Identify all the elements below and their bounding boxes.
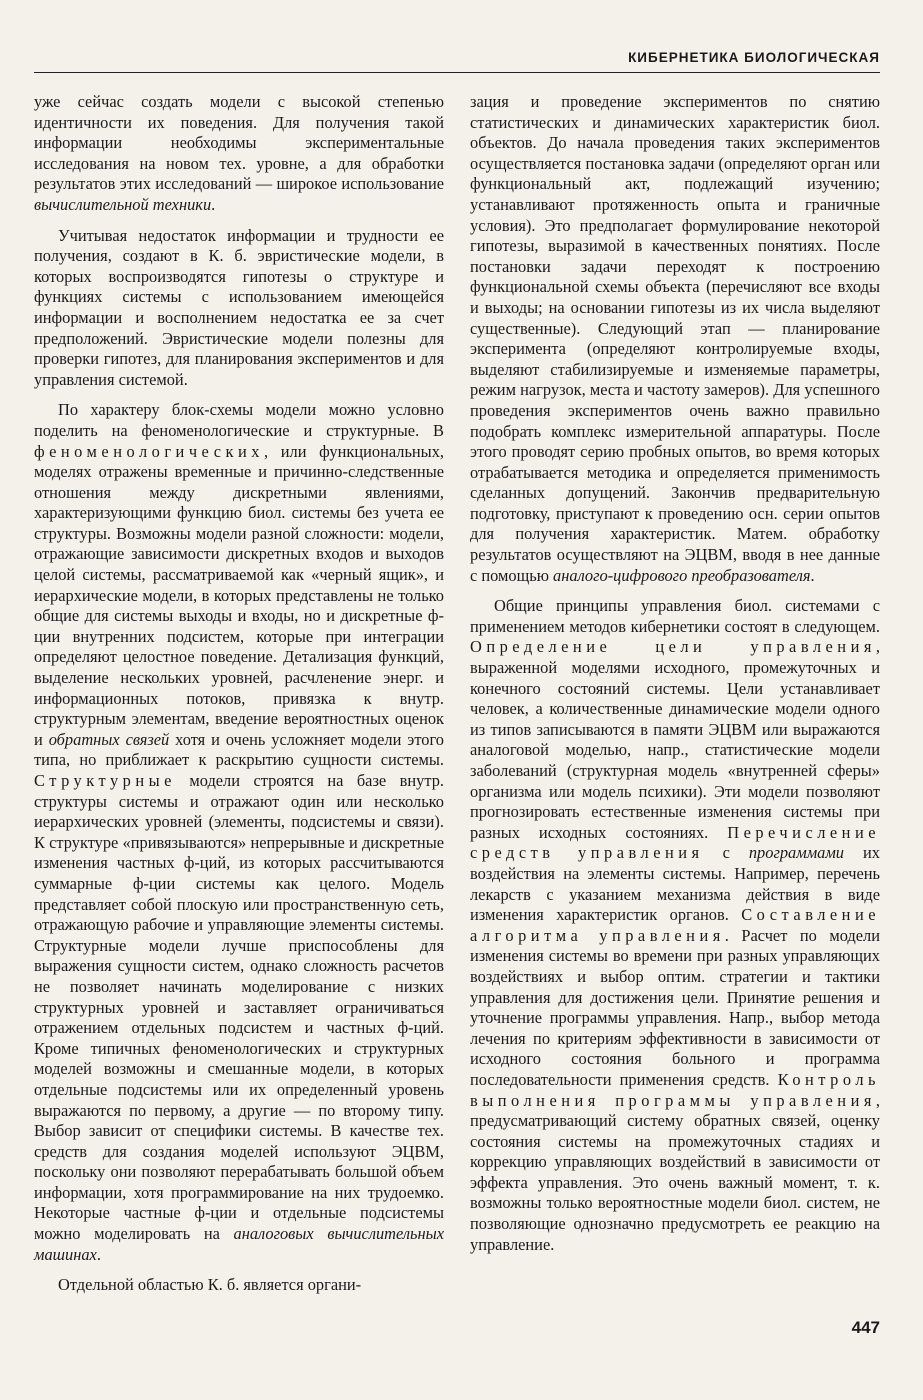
running-header-title: КИБЕРНЕТИКА БИОЛОГИЧЕСКАЯ	[628, 50, 880, 65]
right-column	[470, 92, 880, 1255]
text-run: хотя и очень усложняет модели этого типа, но приближает к раскрытию сущности системы.	[34, 729, 444, 770]
italic-term: аналоговых вычислительных машинах	[34, 1224, 444, 1264]
left-paragraph-1	[34, 92, 444, 216]
text-run: их воздействия на элементы системы. Например, перечень лекарств с указанием механизма действия в виде изменения характеристик органов.	[470, 843, 880, 925]
right-paragraph-1	[470, 92, 880, 586]
text-run: с	[703, 843, 749, 863]
spaced-term: Составление алгоритма управления	[470, 905, 880, 945]
spaced-term: Контроль выполнения программы управления	[470, 1069, 880, 1110]
text-run: .	[810, 565, 815, 585]
italic-term: обратных связей	[48, 729, 170, 749]
text-run: уже сейчас создать модели с высокой степенью идентичности их поведения. Для получения такой информации необходимы экспериментальные исследования на новом тех. уровне, а для обработки результатов этих исследований — широкое использование	[34, 92, 444, 194]
text-run: .	[96, 1244, 101, 1264]
page-number: 447	[851, 1318, 880, 1337]
text-run: Общие принципы управления биол. системами с применением методов кибернетики состоят в следующем.	[470, 596, 880, 636]
left-column	[34, 92, 444, 1296]
text-run: зация и проведение экспериментов по снятию статистических и динамических характеристик биол. объектов. До начала проведения таких экспериментов осуществляется постановка задачи (определяют орган или функциональный акт, подлежащий изучению; устанавливают протяженность опыта и граничные условия). Это предполагает формулирование некоторой гипотезы, выразимой в качественных понятиях. После постановки задачи переходят к построению функциональной схемы объекта (перечисляют все входы и выходы; на основании гипотезы из их числа выделяют существенные). Следующий этап — планирование эксперимента (определяют контролируемые входы, выделяют стабилизируемые и изменяемые параметры, режим нагрузок, места и частоту замеров). Для успешного проведения экспериментов очень важно правильно подобрать комплекс измерительной аппаратуры. После этого проводят серию пробных опытов, во время которых отрабатывается методика и определяется применимость сделанных допущений. Закончив предварительную подготовку, приступают к проведению осн. серии опытов для получения характеристик. Матем. обработку результатов осуществляют на ЭЦВМ, вводя в нее данные с помощью	[470, 92, 880, 585]
right-paragraph-2	[470, 596, 880, 1255]
left-paragraph-4: Отдельной областью К. б. является органи-	[58, 1275, 362, 1295]
text-run: , предусматривающий систему обратных связей, оценку состояния системы на промежуточных стадиях и коррекцию управляющих воздействий в зависимости от эффекта управления. Это очень важный момент, т. к. возможны только вероятностные модели биол. систем, не позволяющие однозначно предусмотреть ее реакцию на управление.	[470, 1090, 880, 1254]
left-paragraph-2: Учитывая недостаток информации и трудности ее получения, создают в К. б. эвристические модели, в которых воспроизводятся гипотезы о структуре и функциях системы с использованием имеющейся информации и восполнением недостатка ее за счет предположений. Эвристические модели полезны для проверки гипотез, для планирования экспериментов и для управления системой.	[34, 225, 444, 389]
text-run: . Расчет по модели изменения системы во времени при разных управляющих воздействиях и выбор оптим. стратегии и тактики управления для достижения цели. Принятие решения и уточнение программы управления. Напр., выбор метода лечения по критериям эффективности в зависимости от исходного состояния больного и программа последовательности применения средств.	[470, 925, 880, 1089]
text-run: .	[211, 194, 216, 214]
spaced-term: Структурные	[34, 771, 176, 790]
text-run: , или функциональных, моделях отражены временные и причинно-следственные отношения между дискретными явлениями, характеризующими функцию биол. системы без учета ее структуры. Возможны модели разной сложности: модели, отражающие зависимости дискретных входов и выходов целой системы, рассматриваемой как «черный ящик», и иерархические модели, в которых представлены не только общие для системы выходы и входы, но и дискретные ф-ции внутренних подсистем, которые при интеграции определяют целостное поведение. Детализация функций, выделение нескольких уровней, расчленение энерг. и информационных потоков, привязка к внутр. структурным элементам, введение вероятностных оценок и	[34, 441, 444, 749]
italic-term: программами	[748, 843, 845, 863]
text-run: модели строятся на базе внутр. структуры системы и отражают один или несколько иерархических уровней (элементы, подсистемы и связи). К структуре «привязываются» непрерывные и дискретные изменения частных ф-ций, из которых рассчитываются суммарные ф-ции системы как целого. Модель представляет собой плоскую или пространственную сеть, отражающую рабочие и управляющие элементы системы. Структурные модели лучше приспособлены для выражения сущности систем, однако сложность расчетов не позволяет начинать моделирование с низких структурных уровней и заставляет ограничиваться отражением отдельных подсистем и частных ф-ций. Кроме типичных феноменологических и структурных моделей возможны и смешанные модели, в которых отдельные подсистемы или их определенный уровень выражаются по первому, а другие — по второму типу. Выбор зависит от специфики системы. В качестве тех. средств для создания моделей используют ЭЦВМ, поскольку они позволяют перерабатывать большой объем информации, хотя программирование на них трудоемко. Некоторые частные ф-ции и отдельные подсистемы можно моделировать на	[34, 771, 444, 1244]
text-run: По характеру блок-схемы модели можно условно поделить на феноменологические и структурные. В	[34, 400, 444, 440]
spaced-term: Перечисление средств управления	[470, 822, 880, 863]
italic-term: вычислительной техники	[34, 194, 212, 214]
spaced-term: феноменологических	[34, 441, 264, 461]
left-paragraph-3	[34, 400, 444, 1265]
spaced-term: Определение цели управления	[470, 637, 876, 657]
italic-term: аналого-цифрового преобразователя	[553, 565, 811, 585]
text-run: , выраженной моделями исходного, промежуточных и конечного состояний системы. Цели устанавливает человек, а количественные динамические модели одного из типов записываются в памяти ЭЦВМ или выражаются аналоговой моделью, напр., статистические модели заболеваний (структурная модель «внутренней сферы» организма или модель психики). Эти модели позволяют прогнозировать естественные изменения системы при разных исходных состояниях.	[470, 637, 880, 842]
running-header	[34, 50, 880, 73]
